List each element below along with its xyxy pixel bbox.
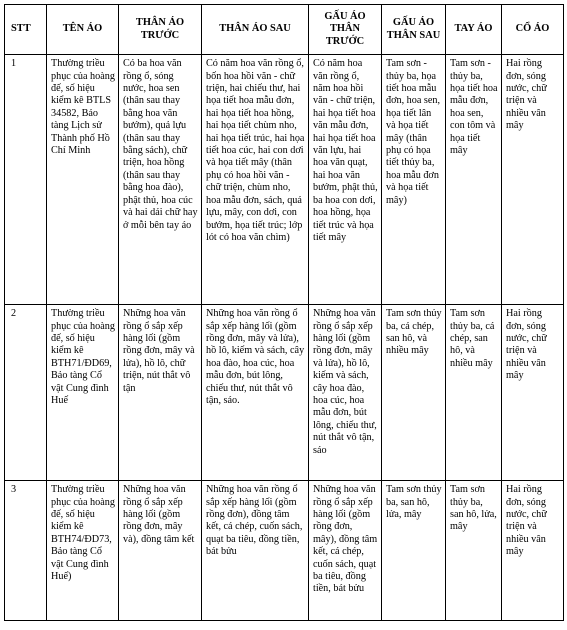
table-row [5, 305, 564, 481]
header-than-truoc: THÂN ÁO TRƯỚC [119, 5, 202, 55]
cell-gau-sau: Tam sơn - thủy ba, họa tiết hoa mẫu đơn, hoa sen, họa tiết lân và họa tiết mây (thân phụ có họa tiết thủy ba, hoa mẫu đơn và họa tiết mây) [382, 55, 446, 305]
cell-than-truoc: Những hoa văn rồng ổ sắp xếp hàng lối (gồm rồng đơn, mây và), đồng tâm kết [119, 481, 202, 621]
table-header-row [5, 5, 564, 55]
cell-stt: 3 [5, 481, 47, 621]
header-stt: STT [5, 5, 47, 55]
cell-gau-truoc: Có năm hoa văn rồng ổ, năm hoa hồi văn - chữ triện, hai họa tiết hoa văn mẫu đơn, hai họa tiết hoa văn lựu, hai hoa văn quạt, hai hoa văn bướm, phật thủ, ba hoa con dơi, hoa hồng, họa tiết trúc và họa tiết mây [309, 55, 382, 305]
cell-than-sau: Những hoa văn rồng ổ sắp xếp hàng lối (gồm rồng đơn), đồng tâm kết, cá chép, cuốn sách, quạt ba tiêu, đồng tiền, bát bửu [202, 481, 309, 621]
ao-table [4, 4, 564, 621]
header-co-ao: CỔ ÁO [502, 5, 564, 55]
cell-than-sau: Có năm hoa văn rồng ổ, bốn hoa hồi văn - chữ triện, hai chiếu thư, hai họa tiết hoa mẫu đơn, hai họa tiết hoa hồng, hai họa tiết chùm nho, hai họa tiết trúc, hai họa tiết hoa cúc, hai con dơi và họa tiết mây (thân phụ có hoa hồi văn - chữ triện, chùm nho, hoa mẫu đơn, sách, quả lựu, mây, con dơi, con bướm, họa tiết trúc; lớp lót có hoa văn chìm) [202, 55, 309, 305]
table-row [5, 481, 564, 621]
cell-co-ao: Hai rồng đơn, sóng nước, chữ triện và nhiều vân mây [502, 55, 564, 305]
table-row [5, 55, 564, 305]
cell-ten-ao: Thường triều phục của hoàng đế, số hiệu kiểm kê BTLS 34582, Bảo tàng Lịch sử Thành phố Hồ Chí Minh [47, 55, 119, 305]
header-than-sau: THÂN ÁO SAU [202, 5, 309, 55]
header-ten-ao: TÊN ÁO [47, 5, 119, 55]
cell-gau-truoc: Những hoa văn rồng ổ sắp xếp hàng lối (gồm rồng đơn, mây), đồng tâm kết, cá chép, cuốn sách, quạt ba tiêu, đồng tiền, bát bửu [309, 481, 382, 621]
cell-ten-ao: Thường triều phục của hoàng đế, số hiệu kiểm kê BTH71/ĐD69, Bảo tàng Cổ vật Cung đình Huế [47, 305, 119, 481]
cell-stt: 2 [5, 305, 47, 481]
cell-stt: 1 [5, 55, 47, 305]
cell-gau-sau: Tam sơn thủy ba, cá chép, san hô, và nhiều mây [382, 305, 446, 481]
header-gau-sau: GẤU ÁO THÂN SAU [382, 5, 446, 55]
cell-than-truoc: Những hoa văn rồng ổ sắp xếp hàng lối (gồm rồng đơn, mây và lửa), hồ lô, chữ triện, nút thắt vô tận [119, 305, 202, 481]
cell-tay-ao: Tam sơn thủy ba, san hô, lửa, mây [446, 481, 502, 621]
cell-co-ao: Hai rồng đơn, sóng nước, chữ triện và nhiều vân mây [502, 305, 564, 481]
cell-gau-truoc: Những hoa văn rồng ổ sắp xếp hàng lối (gồm rồng đơn, mây và lửa), hồ lô, kiếm và sách, cây hoa đào, hoa cúc, hoa mẫu đơn, bút lông, chiếu thư, nút thắt vô tận, sáo [309, 305, 382, 481]
cell-co-ao: Hai rồng đơn, sóng nước, chữ triện và nhiều vân mây [502, 481, 564, 621]
cell-ten-ao: Thường triều phục của hoàng đế, số hiệu kiểm kê BTH74/ĐD73, Bảo tàng Cổ vật Cung đình Huế) [47, 481, 119, 621]
header-tay-ao: TAY ÁO [446, 5, 502, 55]
header-gau-truoc: GẤU ÁO THÂN TRƯỚC [309, 5, 382, 55]
cell-gau-sau: Tam sơn thủy ba, san hô, lửa, mây [382, 481, 446, 621]
cell-tay-ao: Tam sơn - thủy ba, họa tiết hoa mẫu đơn, hoa sen, con tôm và họa tiết mây [446, 55, 502, 305]
cell-than-truoc: Có ba hoa văn rồng ổ, sóng nước, hoa sen (thân sau thay bằng hoa văn bướm), quả lựu (thân sau thay bằng sách), chữ triện, hoa hồng (thân sau thay bằng hoa đào), phật thủ, hoa cúc và hai dải chữ hay ở mỗi bên tay áo [119, 55, 202, 305]
cell-than-sau: Những hoa văn rồng ổ sắp xếp hàng lối (gồm rồng đơn, mây và lửa), hồ lô, kiếm và sách, cây hoa đào, hoa cúc, hoa mẫu đơn, bút lông, chiếu thư, nút thắt vô tận, sáo. [202, 305, 309, 481]
cell-tay-ao: Tam sơn thủy ba, cá chép, san hô, và nhiều mây [446, 305, 502, 481]
